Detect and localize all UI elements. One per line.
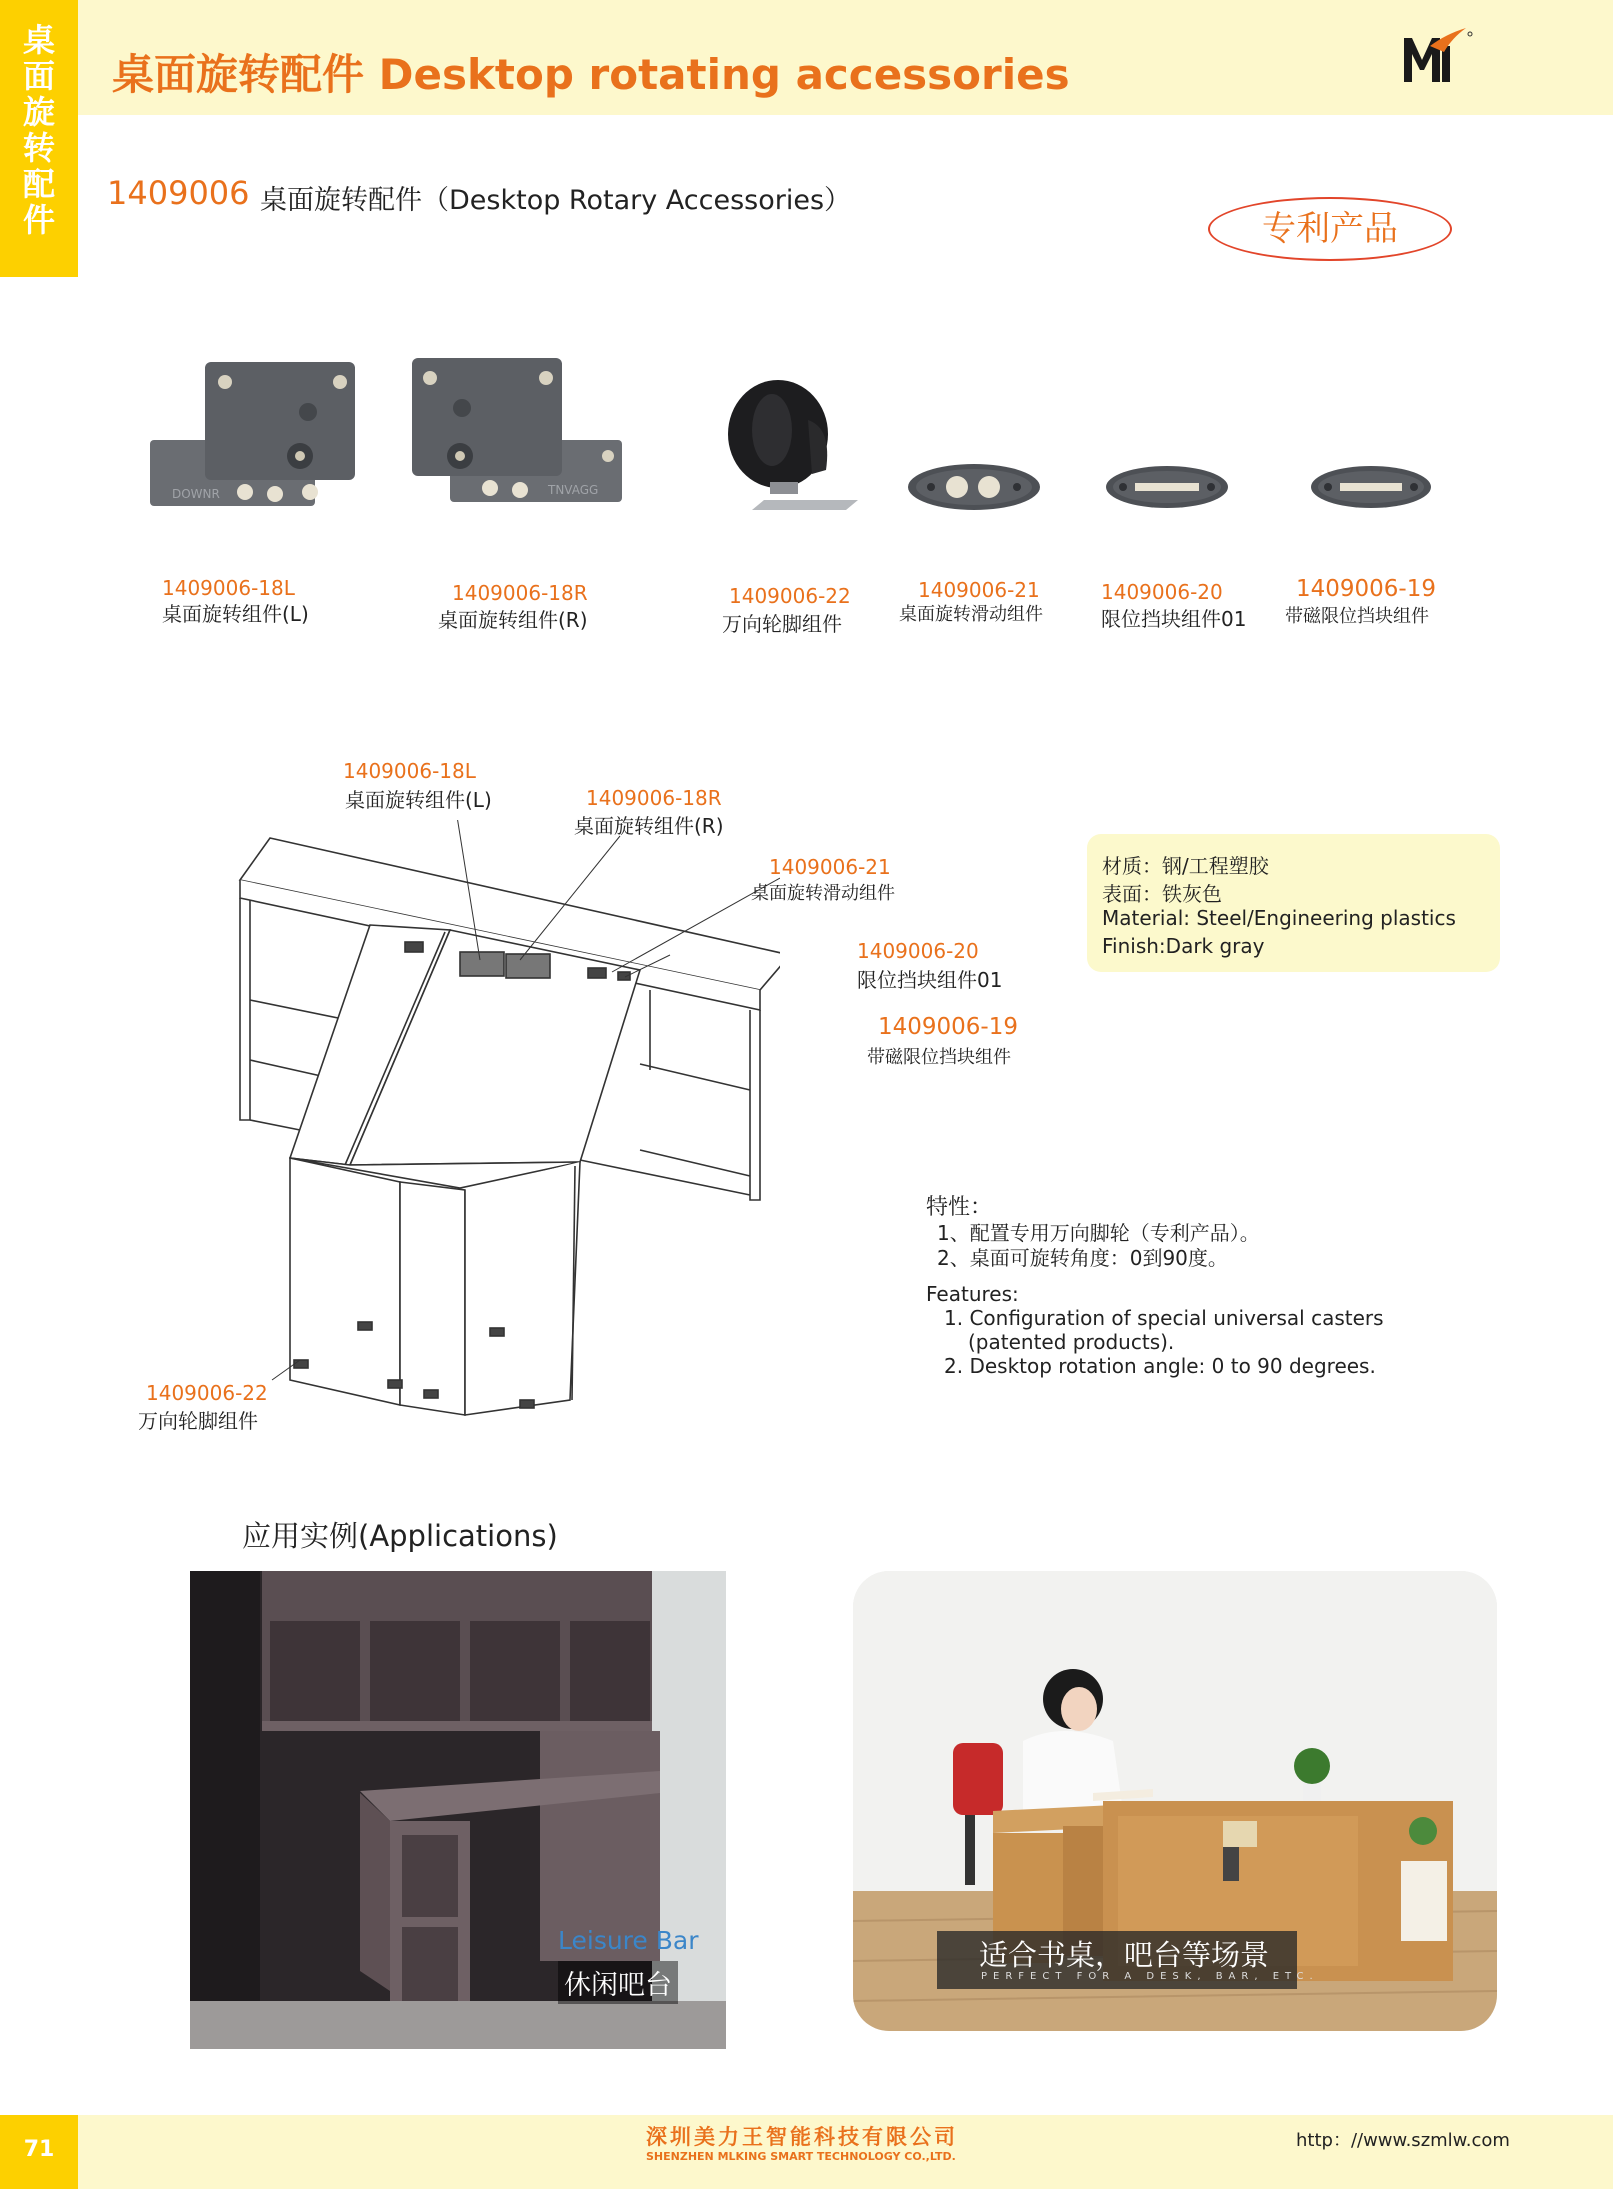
left-plate-print: DOWNR	[172, 487, 220, 501]
caption-leisure-bar-cn: 休闲吧台	[558, 1961, 678, 2004]
finish-cn: 表面：铁灰色	[1102, 882, 1222, 906]
diagram-label-name: 桌面旋转组件(R)	[574, 814, 724, 838]
website-link[interactable]: http：//www.szmlw.com	[1296, 2130, 1510, 2151]
feature-cn-item: 1、配置专用万向脚轮（专利产品）。	[937, 1221, 1260, 1245]
part-code: 1409006-22	[729, 584, 851, 608]
company-logo	[1400, 26, 1476, 88]
part-name: 带磁限位挡块组件	[1285, 606, 1429, 627]
part-image-magnetic-stopper	[1310, 464, 1432, 514]
material-info-box	[1087, 834, 1500, 972]
part-name: 桌面旋转滑动组件	[899, 604, 1043, 625]
finish-en: Finish:Dark gray	[1102, 934, 1265, 958]
company-name-en: SHENZHEN MLKING SMART TECHNOLOGY CO.,LTD.	[646, 2150, 956, 2163]
feature-en-item: 2. Desktop rotation angle: 0 to 90 degrees.	[944, 1354, 1376, 1378]
feature-cn-item: 2、桌面可旋转角度：0到90度。	[937, 1246, 1228, 1270]
part-name: 限位挡块组件01	[1101, 607, 1247, 631]
diagram-label-code: 1409006-19	[878, 1014, 1018, 1040]
diagram-label-name: 桌面旋转组件(L)	[345, 788, 492, 812]
part-code: 1409006-18R	[452, 581, 588, 605]
side-tab-label: 桌面旋转配件	[22, 21, 55, 239]
diagram-label-name: 带磁限位挡块组件	[867, 1047, 1011, 1068]
caption-desk-scene-en: PERFECT FOR A DESK, BAR, ETC.	[981, 1971, 1319, 1982]
product-code: 1409006	[107, 174, 250, 212]
diagram-label-name: 限位挡块组件01	[857, 968, 1003, 992]
applications-title: 应用实例(Applications)	[242, 1519, 558, 1553]
part-image-slider	[907, 462, 1042, 516]
page-number: 71	[23, 2137, 55, 2162]
part-name: 桌面旋转组件(L)	[162, 602, 309, 626]
diagram-label-code: 1409006-22	[146, 1381, 268, 1405]
part-code: 1409006-21	[918, 578, 1040, 602]
caption-leisure-bar-en: Leisure Bar	[558, 1926, 699, 1955]
patent-badge: 专利产品	[1208, 197, 1452, 261]
photo-desk-scene	[853, 1571, 1497, 2031]
diagram-label-code: 1409006-20	[857, 939, 979, 963]
features-en-title: Features:	[926, 1282, 1019, 1306]
part-image-rotary-left	[150, 360, 362, 514]
company-name-cn: 深圳美力王智能科技有限公司	[646, 2125, 958, 2149]
part-code: 1409006-20	[1101, 580, 1223, 604]
caption-desk-scene-cn: 适合书桌，吧台等场景	[979, 1938, 1270, 1972]
assembly-diagram	[220, 820, 780, 1424]
part-name: 万向轮脚组件	[722, 612, 842, 636]
photo-leisure-bar	[190, 1571, 726, 2049]
part-code: 1409006-19	[1296, 576, 1436, 602]
diagram-label-name: 桌面旋转滑动组件	[751, 883, 895, 904]
feature-en-item-cont: (patented products).	[968, 1330, 1175, 1354]
part-image-caster	[712, 378, 862, 517]
material-en: Material: Steel/Engineering plastics	[1102, 906, 1456, 930]
features-cn-title: 特性：	[926, 1195, 993, 1220]
product-name: 桌面旋转配件（Desktop Rotary Accessories）	[260, 185, 852, 216]
part-image-stopper	[1105, 464, 1230, 514]
part-image-rotary-right	[410, 356, 622, 510]
diagram-label-code: 1409006-21	[769, 855, 891, 879]
part-code: 1409006-18L	[162, 576, 295, 600]
page-title: 桌面旋转配件 Desktop rotating accessories	[112, 50, 1070, 99]
right-plate-print: TNVAGG	[548, 483, 599, 497]
material-cn: 材质：钢/工程塑胶	[1102, 854, 1269, 878]
diagram-label-code: 1409006-18L	[343, 759, 476, 783]
part-name: 桌面旋转组件(R)	[438, 608, 588, 632]
diagram-label-code: 1409006-18R	[586, 786, 722, 810]
diagram-label-name: 万向轮脚组件	[138, 1409, 258, 1433]
feature-en-item: 1. Configuration of special universal casters	[944, 1306, 1384, 1330]
